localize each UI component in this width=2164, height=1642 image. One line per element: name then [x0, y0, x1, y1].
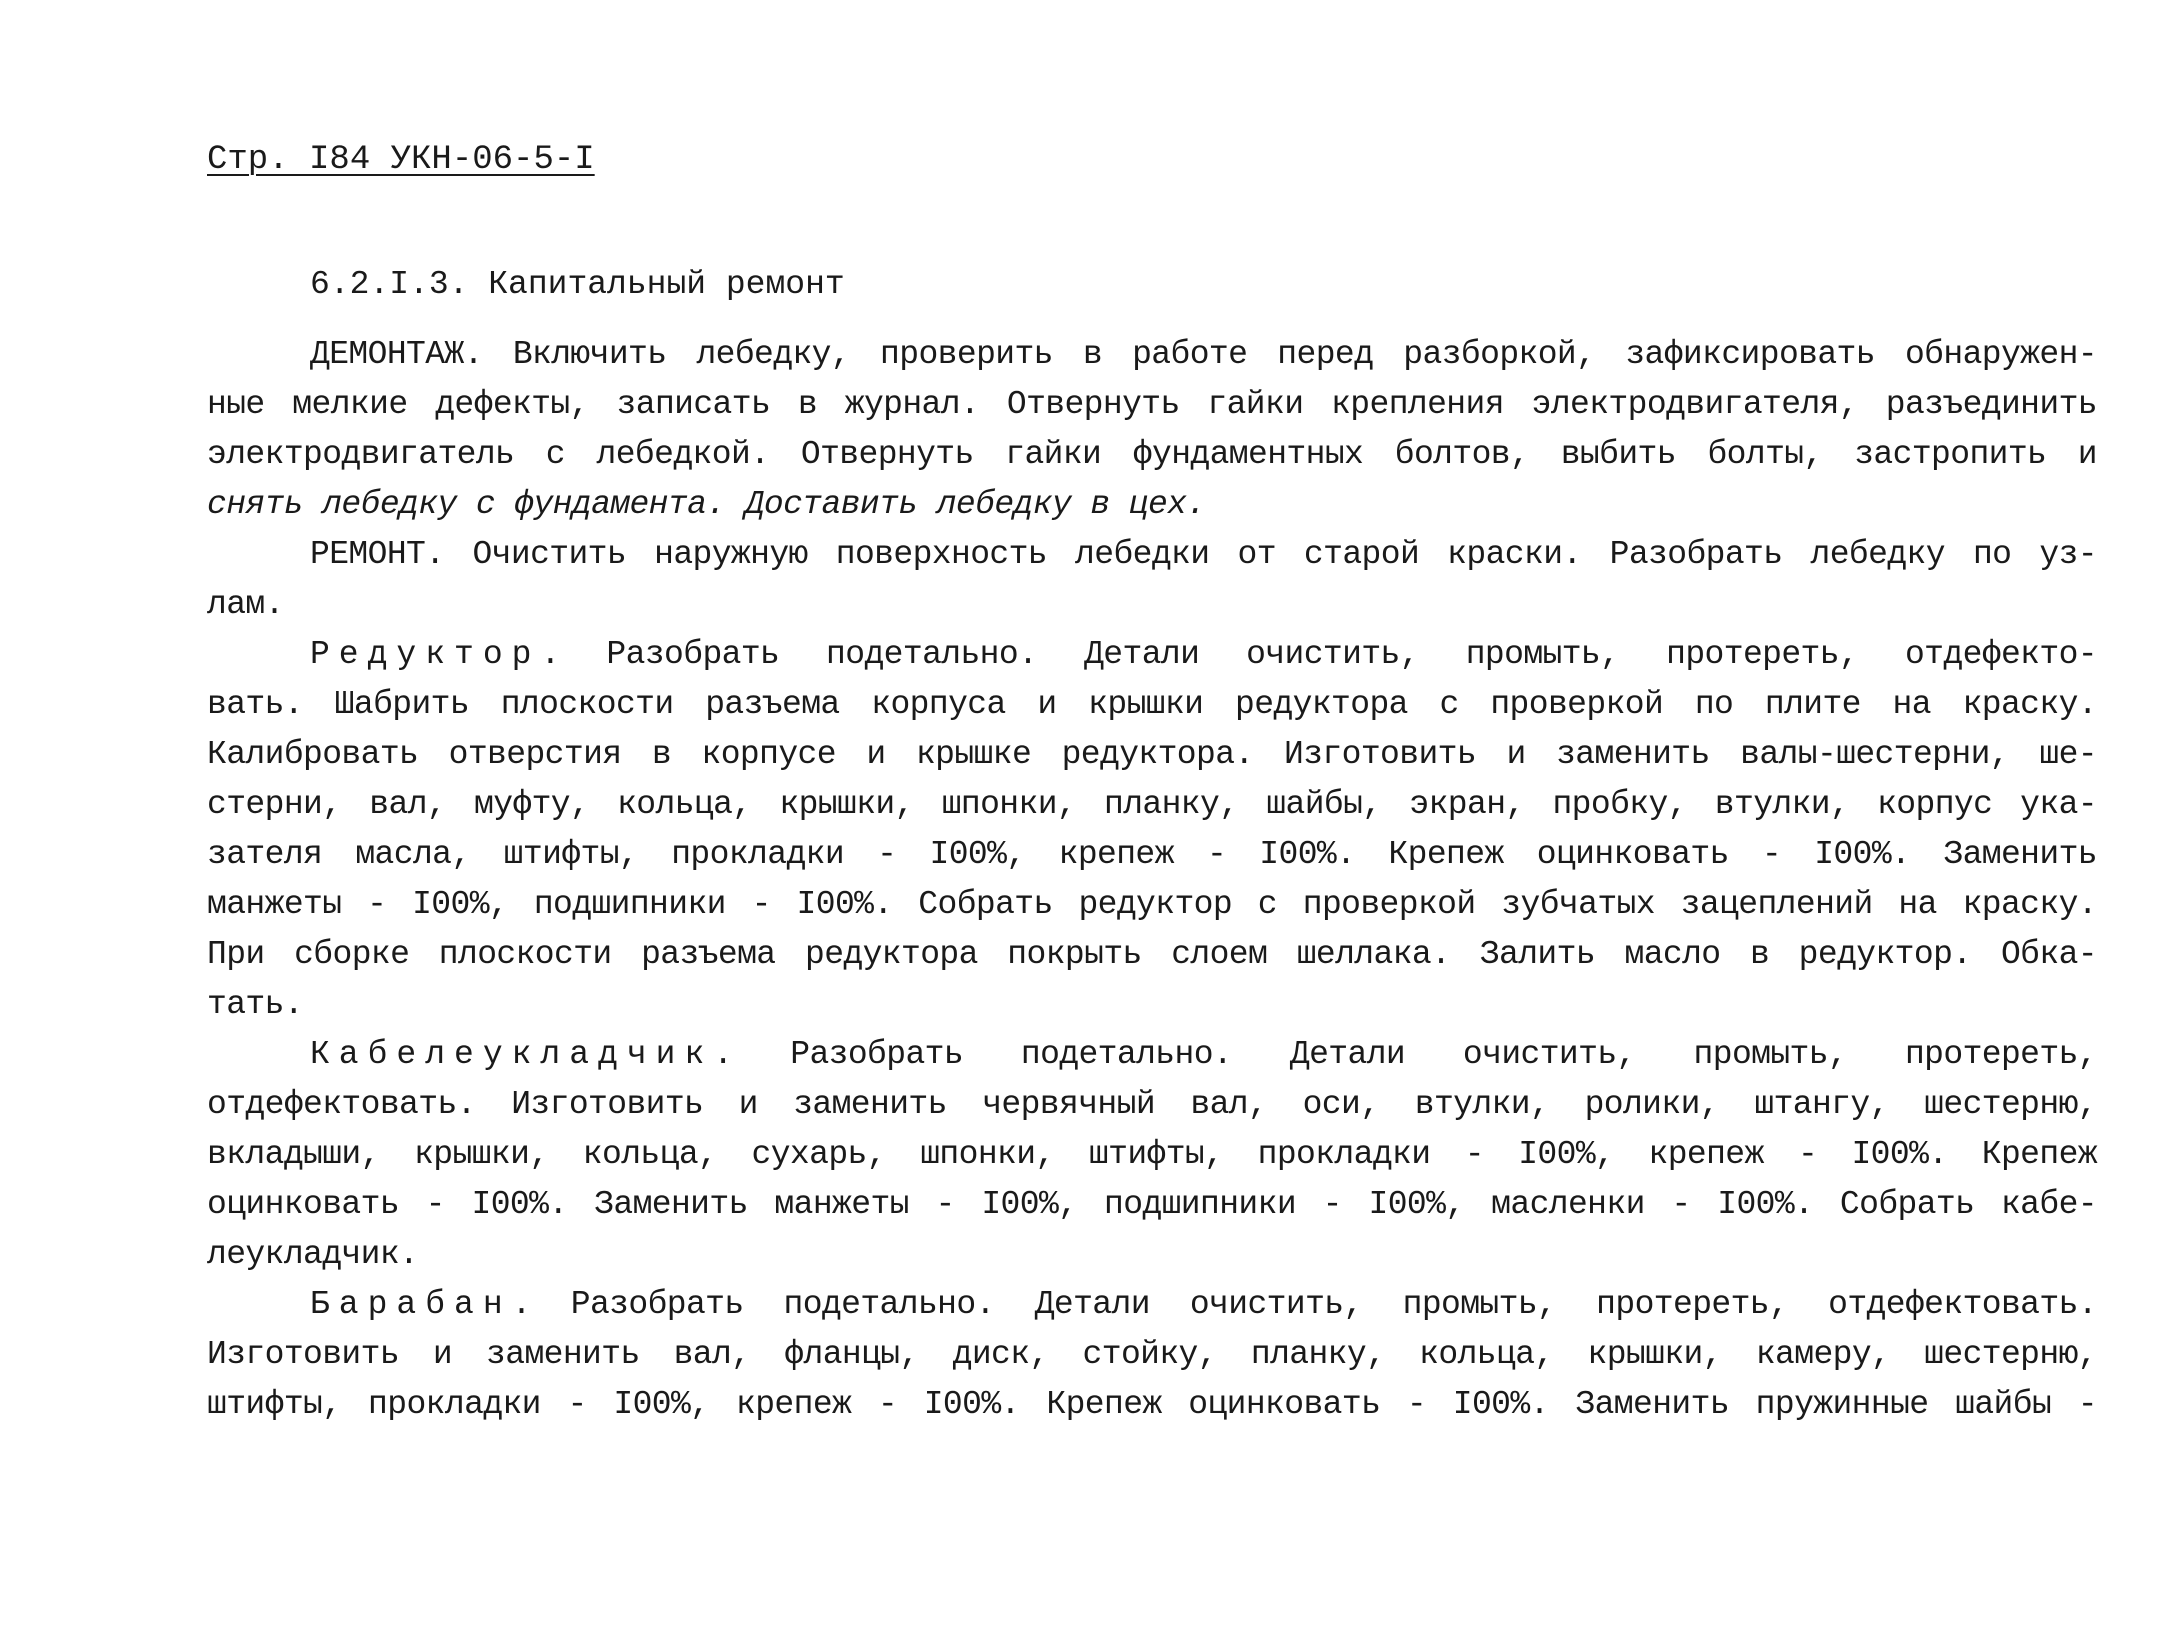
text-line — [207, 1230, 2097, 1280]
text-line — [207, 1180, 2097, 1230]
text-run: электродвигатель с лебедкой. Отвернуть гайки фундаментных болтов, выбить болты, застропить и — [207, 436, 2097, 473]
text-line — [207, 680, 2097, 730]
text-run: леукладчик. — [207, 1236, 419, 1273]
text-line — [207, 530, 2097, 580]
text-line — [207, 580, 2097, 630]
text-line — [207, 630, 2097, 680]
spaced-subheading: Кабелеукладчик — [310, 1036, 714, 1073]
text-line — [207, 830, 2097, 880]
text-line — [207, 730, 2097, 780]
text-line — [207, 1080, 2097, 1130]
text-run: тать. — [207, 986, 304, 1023]
text-line — [207, 1030, 2097, 1080]
text-run: вать. Шабрить плоскости разъема корпуса и крышки редуктора с проверкой по плите на краску. — [207, 686, 2097, 723]
text-line — [207, 380, 2097, 430]
text-run: штифты, прокладки - I00%, крепеж - I00%. Крепеж оцинковать - I00%. Заменить пружинные шайбы - — [207, 1386, 2097, 1423]
text-line — [207, 780, 2097, 830]
text-run: . Разобрать подетально. Детали очистить, промыть, протереть, отдефектовать. — [511, 1286, 2097, 1323]
text-run: снять лебедку с фундамента. Доставить лебедку в цех. — [207, 486, 1206, 523]
text-line — [207, 330, 2097, 380]
text-run: ДЕМОНТАЖ. Включить лебедку, проверить в работе перед разборкой, зафиксировать обнаружен- — [310, 336, 2097, 373]
text-line — [207, 1280, 2097, 1330]
text-run: Изготовить и заменить вал, фланцы, диск, стойку, планку, кольца, крышки, камеру, шестерню, — [207, 1336, 2097, 1373]
text-line — [207, 1380, 2097, 1430]
text-line — [207, 430, 2097, 480]
spaced-subheading: Редуктор — [310, 636, 541, 673]
text-run: РЕМОНТ. Очистить наружную поверхность лебедки от старой краски. Разобрать лебедку по уз- — [310, 536, 2097, 573]
spaced-subheading: Барабан — [310, 1286, 512, 1323]
body-text — [207, 330, 2097, 1430]
text-run: вкладыши, крышки, кольца, сухарь, шпонки, штифты, прокладки - I00%, крепеж - I00%. Крепеж — [207, 1136, 2097, 1173]
text-run: лам. — [207, 586, 284, 623]
text-run: Калибровать отверстия в корпусе и крышке редуктора. Изготовить и заменить валы-шестерни, ше- — [207, 736, 2097, 773]
text-run: ные мелкие дефекты, записать в журнал. Отвернуть гайки крепления электродвигателя, разъединить — [207, 386, 2097, 423]
text-run: манжеты - I00%, подшипники - I00%. Собрать редуктор с проверкой зубчатых зацеплений на краску. — [207, 886, 2097, 923]
text-line — [207, 1130, 2097, 1180]
text-line — [207, 980, 2097, 1030]
text-line — [207, 480, 2097, 530]
text-run: стерни, вал, муфту, кольца, крышки, шпонки, планку, шайбы, экран, пробку, втулки, корпус ука- — [207, 786, 2097, 823]
text-run: . Разобрать подетально. Детали очистить, промыть, протереть, отдефекто- — [540, 636, 2097, 673]
section-heading: 6.2.I.3. Капитальный ремонт — [310, 266, 845, 303]
text-run: . Разобрать подетально. Детали очистить, промыть, протереть, — [713, 1036, 2097, 1073]
text-run: отдефектовать. Изготовить и заменить червячный вал, оси, втулки, ролики, штангу, шестерню, — [207, 1086, 2097, 1123]
text-line — [207, 930, 2097, 980]
text-run: оцинковать - I00%. Заменить манжеты - I00%, подшипники - I00%, масленки - I00%. Собрать кабе- — [207, 1186, 2097, 1223]
text-line — [207, 880, 2097, 930]
text-line — [207, 1330, 2097, 1380]
page-header: Стр. I84 УКН-06-5-I — [207, 141, 595, 179]
text-run: зателя масла, штифты, прокладки - I00%, крепеж - I00%. Крепеж оцинковать - I00%. Заменить — [207, 836, 2097, 873]
text-run: При сборке плоскости разъема редуктора покрыть слоем шеллака. Залить масло в редуктор. Обка- — [207, 936, 2097, 973]
